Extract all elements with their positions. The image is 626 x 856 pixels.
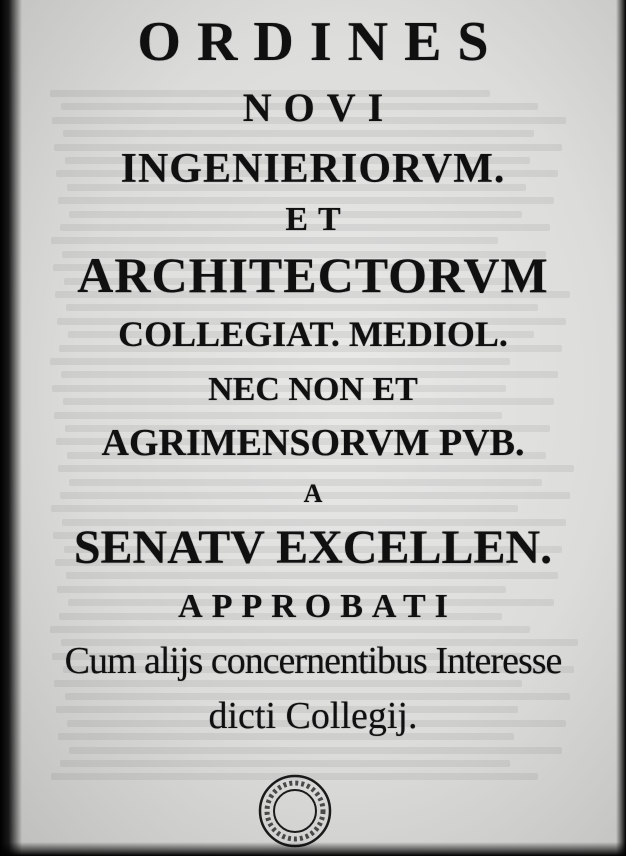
title-line-collegiat: COLLEGIAT. MEDIOL.: [118, 314, 508, 354]
bleed-line: [66, 304, 538, 311]
title-line-senatu: SENATV EXCELLEN.: [73, 521, 553, 574]
title-line-approbati: APPROBATI: [178, 588, 457, 625]
bleed-line: [50, 626, 530, 633]
title-line-nec-non-et: NEC NON ET: [208, 371, 418, 408]
scan-edge-left: [0, 0, 22, 856]
bleed-line: [50, 358, 510, 365]
title-line-architectorum: ARCHITECTORVM: [77, 247, 549, 303]
title-line-et: ET: [285, 201, 351, 238]
title-line-cum-alijs: Cum alijs concernentibus Interesse: [64, 640, 562, 682]
bleed-line: [58, 465, 574, 472]
bleed-line: [63, 130, 534, 137]
bleed-line: [69, 747, 562, 754]
bleed-line: [54, 412, 502, 419]
scan-edge-bottom: [0, 842, 626, 856]
bleed-line: [60, 760, 510, 767]
library-stamp-icon: [256, 772, 334, 850]
title-line-ordines: ORDINES: [137, 11, 505, 73]
scan-edge-right: [616, 0, 626, 856]
title-line-a: A: [303, 479, 323, 508]
title-line-agrimensorum: AGRIMENSORVM PVB.: [101, 422, 525, 464]
title-line-novi: NOVI: [242, 85, 396, 130]
title-line-ingenieriorum: INGENIERIORVM.: [120, 146, 506, 192]
bleed-line: [51, 237, 498, 244]
title-line-dicti-collegij: dicti Collegij.: [208, 695, 418, 737]
